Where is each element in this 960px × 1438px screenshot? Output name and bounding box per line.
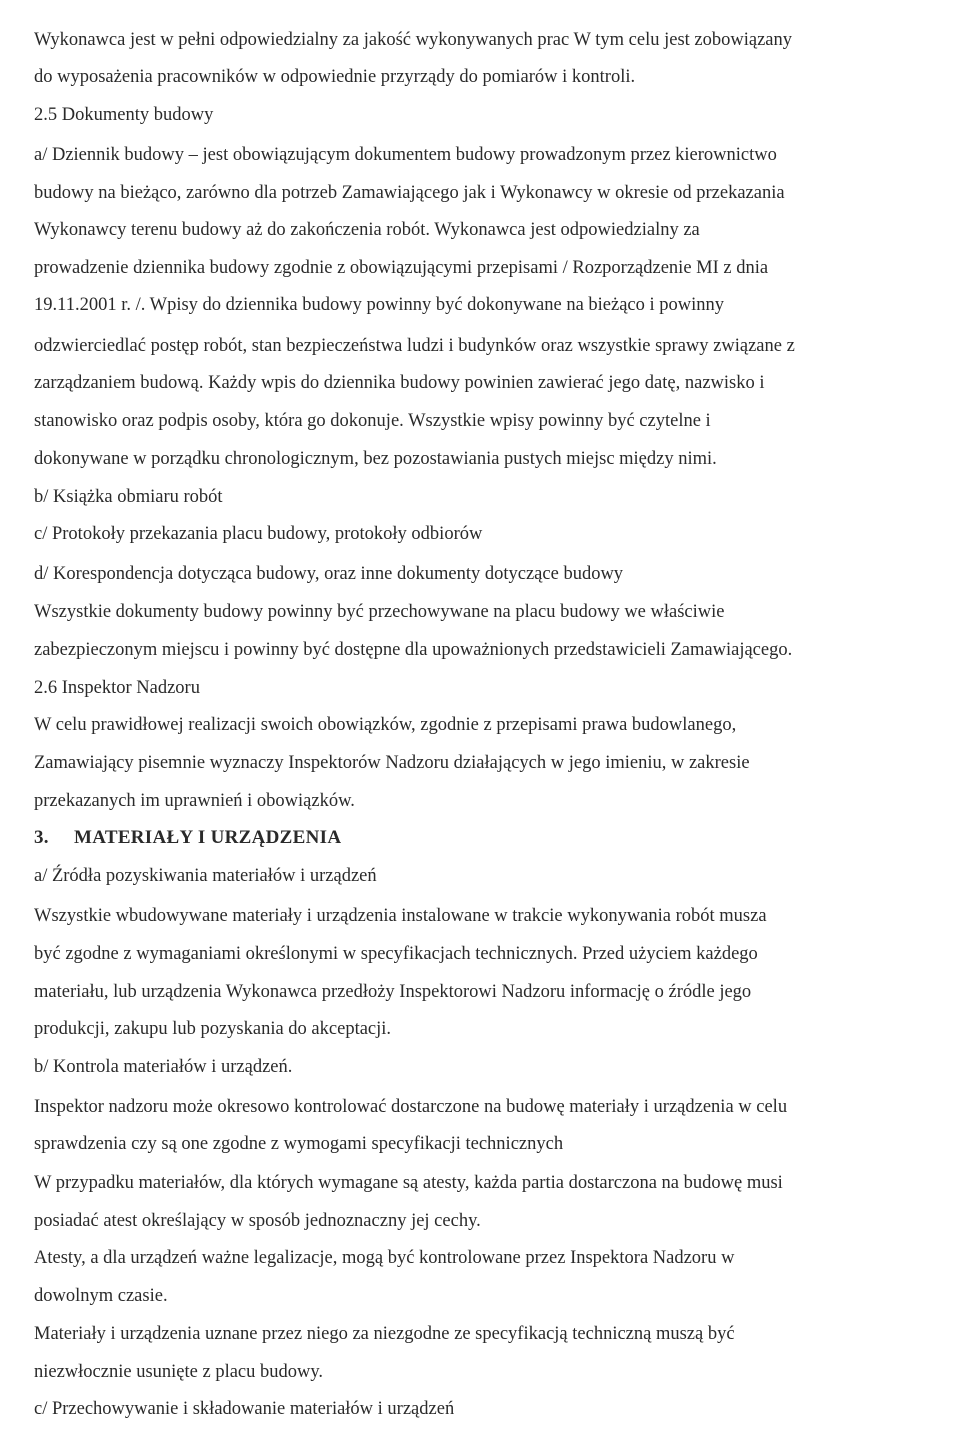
text-line: W przypadku materiałów, dla których wymagane są atesty, każda partia dostarczona na budowę musi [34,1173,783,1193]
text-line: zarządzaniem budową. Każdy wpis do dziennika budowy powinien zawierać jego datę, nazwisko i [34,373,765,393]
text-line: niezwłocznie usunięte z placu budowy. [34,1362,324,1382]
text-line: stanowisko oraz podpis osoby, która go dokonuje. Wszystkie wpisy powinny być czytelne i [34,411,711,431]
chapter-title: MATERIAŁY I URZĄDZENIA [74,827,342,848]
text-line: Atesty, a dla urządzeń ważne legalizacje, mogą być kontrolowane przez Inspektora Nadzoru w [34,1248,735,1268]
text-line: do wyposażenia pracowników w odpowiednie przyrządy do pomiarów i kontroli. [34,67,636,87]
subsection-title: b/ Kontrola materiałów i urządzeń. [34,1057,293,1077]
text-line: odzwierciedlać postęp robót, stan bezpieczeństwa ludzi i budynków oraz wszystkie sprawy związane z [34,336,795,356]
list-item: c/ Protokoły przekazania placu budowy, protokoły odbiorów [34,524,483,544]
text-line: dokonywane w porządku chronologicznym, bez pozostawiania pustych miejsc między nimi. [34,449,717,469]
section-title: 2.5 Dokumenty budowy [34,105,214,125]
text-line: Wykonawcy terenu budowy aż do zakończenia robót. Wykonawca jest odpowiedzialny za [34,220,700,240]
chapter-heading [34,826,341,852]
text-line: a/ Dziennik budowy – jest obowiązującym dokumentem budowy prowadzonym przez kierownictwo [34,145,777,165]
text-line: prowadzenie dziennika budowy zgodnie z obowiązującymi przepisami / Rozporządzenie MI z dnia [34,258,769,278]
text-line: zabezpieczonym miejscu i powinny być dostępne dla upoważnionych przedstawicieli Zamawiającego. [34,640,793,660]
list-item: b/ Książka obmiaru robót [34,487,223,507]
list-item: d/ Korespondencja dotycząca budowy, oraz inne dokumenty dotyczące budowy [34,564,624,584]
text-line: materiału, lub urządzenia Wykonawca przedłoży Inspektorowi Nadzoru informację o źródle jego [34,982,752,1002]
text-line: Wszystkie dokumenty budowy powinny być przechowywane na placu budowy we właściwie [34,602,725,622]
text-line: Wykonawca jest w pełni odpowiedzialny za jakość wykonywanych prac W tym celu jest zobowiązany [34,30,793,50]
text-line: sprawdzenia czy są one zgodne z wymogami specyfikacji technicznych [34,1134,564,1154]
text-line: produkcji, zakupu lub pozyskania do akceptacji. [34,1019,392,1039]
text-line: dowolnym czasie. [34,1286,168,1306]
text-line: posiadać atest określający w sposób jednoznaczny jej cechy. [34,1211,481,1231]
text-line: Wszystkie wbudowywane materiały i urządzenia instalowane w trakcie wykonywania robót musza [34,906,767,926]
text-line: Inspektor nadzoru może okresowo kontrolować dostarczone na budowę materiały i urządzenia w celu [34,1097,788,1117]
text-line: 19.11.2001 r. /. Wpisy do dziennika budowy powinny być dokonywane na bieżąco i powinny [34,295,725,315]
text-line: przekazanych im uprawnień i obowiązków. [34,791,355,811]
subsection-title: a/ Źródła pozyskiwania materiałów i urządzeń [34,866,377,886]
text-line: Materiały i urządzenia uznane przez niego za niezgodne ze specyfikacją techniczną muszą być [34,1324,735,1344]
text-line: Zamawiający pisemnie wyznaczy Inspektorów Nadzoru działających w jego imieniu, w zakresie [34,753,750,773]
text-line: W celu prawidłowej realizacji swoich obowiązków, zgodnie z przepisami prawa budowlanego, [34,715,737,735]
text-line: być zgodne z wymaganiami określonymi w specyfikacjach technicznych. Przed użyciem każdego [34,944,758,964]
chapter-number: 3. [34,827,49,848]
section-title: 2.6 Inspektor Nadzoru [34,678,200,698]
subsection-title: c/ Przechowywanie i składowanie materiałów i urządzeń [34,1399,455,1419]
text-line: budowy na bieżąco, zarówno dla potrzeb Zamawiającego jak i Wykonawcy w okresie od przekazania [34,183,785,203]
